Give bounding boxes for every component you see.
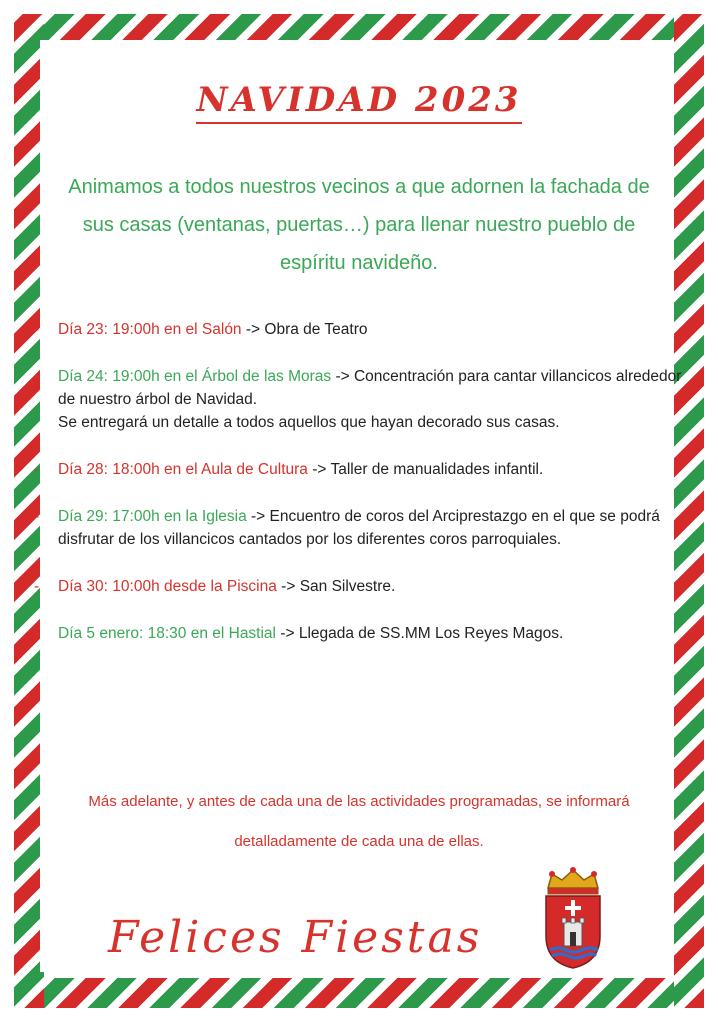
event-date-place: Día 23: 19:00h en el Salón [58, 321, 242, 338]
event-item [34, 505, 684, 551]
event-date-place: Día 5 enero: 18:30 en el Hastial [58, 625, 276, 642]
event-dash: - [34, 461, 40, 478]
event-item [34, 622, 684, 645]
bottom-border-stripes [14, 978, 698, 1008]
event-dash: - [34, 368, 40, 385]
felices-fiestas-heading: Felices Fiestas [108, 912, 483, 963]
event-item [34, 458, 684, 481]
event-list [34, 318, 684, 669]
event-date-place: Día 28: 18:00h en el Aula de Cultura [58, 461, 308, 478]
poster-title-text: NAVIDAD 2023 [196, 80, 521, 124]
event-date-place: Día 30: 10:00h desde la Piscina [58, 578, 277, 595]
event-description: -> Llegada de SS.MM Los Reyes Magos. [276, 625, 564, 642]
event-description: -> Taller de manualidades infantil. [307, 461, 544, 478]
event-date-place: Día 29: 17:00h en la Iglesia [58, 508, 247, 525]
event-dash: - [34, 625, 40, 642]
event-description-extra: Se entregará un detalle a todos aquellos que hayan decorado sus casas. [58, 414, 560, 431]
event-dash: - [34, 508, 40, 525]
poster-title [0, 80, 718, 120]
event-description: -> San Silvestre. [276, 578, 396, 595]
municipal-coat-of-arms-icon [540, 866, 606, 970]
event-dash: - [34, 578, 40, 595]
event-date-place: Día 24: 19:00h en el Árbol de las Moras [58, 368, 332, 385]
event-item [34, 365, 684, 434]
event-dash: - [34, 321, 40, 338]
intro-paragraph: Animamos a todos nuestros vecinos a que adornen la fachada de sus casas (ventanas, puertas…) para llenar nuestro pueblo de espíritu navideño. [68, 176, 650, 274]
event-description: -> Encuentro de coros del Arciprestazgo en el que se podrá disfrutar de los villancicos cantados por los diferentes coros parroquiales. [58, 508, 660, 548]
closing-note: Más adelante, y antes de cada una de las actividades programadas, se informará detalladamente de cada una de ellas. [88, 793, 630, 850]
event-description: -> Concentración para cantar villancicos alrededor de nuestro árbol de Navidad. [58, 368, 682, 408]
event-item [34, 318, 684, 341]
event-description: -> Obra de Teatro [241, 321, 368, 338]
event-item [34, 575, 684, 598]
